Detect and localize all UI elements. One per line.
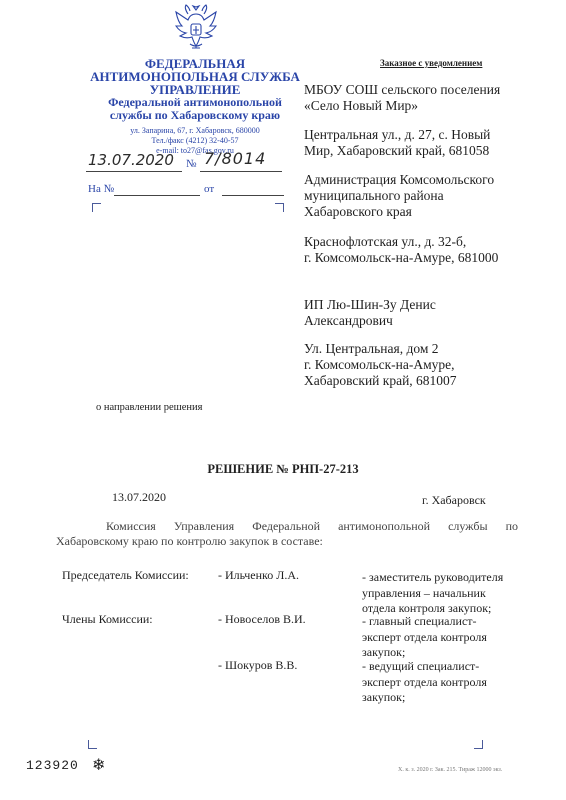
handwritten-date: 13.07.2020 [88, 151, 174, 169]
chair-role: Председатель Комиссии: [62, 568, 189, 582]
decision-city: г. Хабаровск [422, 493, 486, 507]
chair-duty: - заместитель руководителя [362, 570, 504, 584]
member-duty: закупок; [362, 690, 406, 704]
recipient-name: ИП Лю-Шин-Зу Денис [304, 297, 436, 312]
recipient-address: г. Комсомольск-на-Амуре, [304, 357, 455, 372]
member-duty: эксперт отдела контроля [362, 629, 487, 644]
commission-intro-paragraph: Комиссия Управления Федеральной антимонопольной службы по Хабаровскому краю по контролю закупок в составе: [56, 519, 518, 548]
number-underline [200, 170, 282, 172]
member-name: - Шокуров В.В. [218, 658, 298, 672]
corner-mark [88, 740, 97, 749]
print-info: Х. к. з. 2020 г. Зак. 215. Тираж 12000 экз. [398, 767, 503, 773]
registered-mail-notice: Заказное с уведомлением [380, 58, 483, 68]
handwritten-number: 7/8014 [204, 149, 267, 168]
member-duty: - ведущий специалист- [362, 659, 480, 673]
recipient-address: Мир, Хабаровский край, 681058 [304, 143, 490, 158]
member-name: - Новоселов В.И. [218, 612, 306, 626]
recipient-address: Хабаровский край, 681007 [304, 373, 457, 388]
agency-name-line: АНТИМОНОПОЛЬНАЯ СЛУЖБА [90, 69, 300, 84]
recipient-address: Ул. Центральная, дом 2 [304, 341, 439, 356]
chair-duty: управления – начальник [362, 585, 486, 600]
snowflake-icon: ❄ [92, 757, 106, 774]
corner-mark [275, 203, 284, 212]
agency-name-line: Федеральной антимонопольной [108, 95, 282, 109]
member-duty: закупок; [362, 645, 406, 659]
agency-name-line: службы по Хабаровскому краю [109, 108, 281, 122]
decision-title: РЕШЕНИЕ № РНП-27-213 [207, 462, 359, 476]
agency-phone: Тел./факс (4212) 32-40-57 [151, 136, 239, 145]
recipient-address: Краснофлотская ул., д. 32-б, [304, 234, 467, 249]
recipient-name: Хабаровского края [304, 204, 412, 219]
member-duty: эксперт отдела контроля [362, 674, 487, 689]
agency-address: ул. Запарина, 67, г. Хабаровск, 680000 [130, 126, 260, 135]
reference-from-label: от [204, 183, 215, 195]
reference-label: На № [88, 183, 115, 195]
coat-of-arms-emblem-icon [168, 4, 224, 54]
member-duty: - главный специалист- [362, 614, 477, 628]
agency-name-line: УПРАВЛЕНИЕ [149, 82, 241, 97]
document-number: 123920 [26, 758, 79, 773]
chair-name: - Ильченко Л.А. [218, 568, 300, 582]
agency-email: e-mail: to27@fas.gov.ru [156, 146, 234, 155]
recipient-name: МБОУ СОШ сельского поселения [304, 82, 501, 97]
members-role: Члены Комиссии: [62, 612, 153, 626]
number-label: № [186, 158, 197, 170]
date-underline [86, 170, 182, 172]
reference-underline [114, 194, 200, 196]
agency-name-line: ФЕДЕРАЛЬНАЯ [144, 56, 246, 71]
corner-mark [474, 740, 483, 749]
recipient-name: Александрович [304, 313, 393, 328]
letter-subject: о направлении решения [96, 402, 203, 413]
recipient-address: г. Комсомольск-на-Амуре, 681000 [304, 250, 499, 265]
recipient-address: Центральная ул., д. 27, с. Новый [304, 127, 491, 142]
reference-from-underline [222, 194, 284, 196]
decision-date: 13.07.2020 [112, 490, 166, 504]
recipient-name: Администрация Комсомольского [304, 172, 495, 187]
corner-mark [92, 203, 101, 212]
chair-duty: отдела контроля закупок; [362, 601, 492, 615]
recipient-name: муниципального района [304, 188, 444, 203]
recipient-name: «Село Новый Мир» [304, 98, 419, 113]
